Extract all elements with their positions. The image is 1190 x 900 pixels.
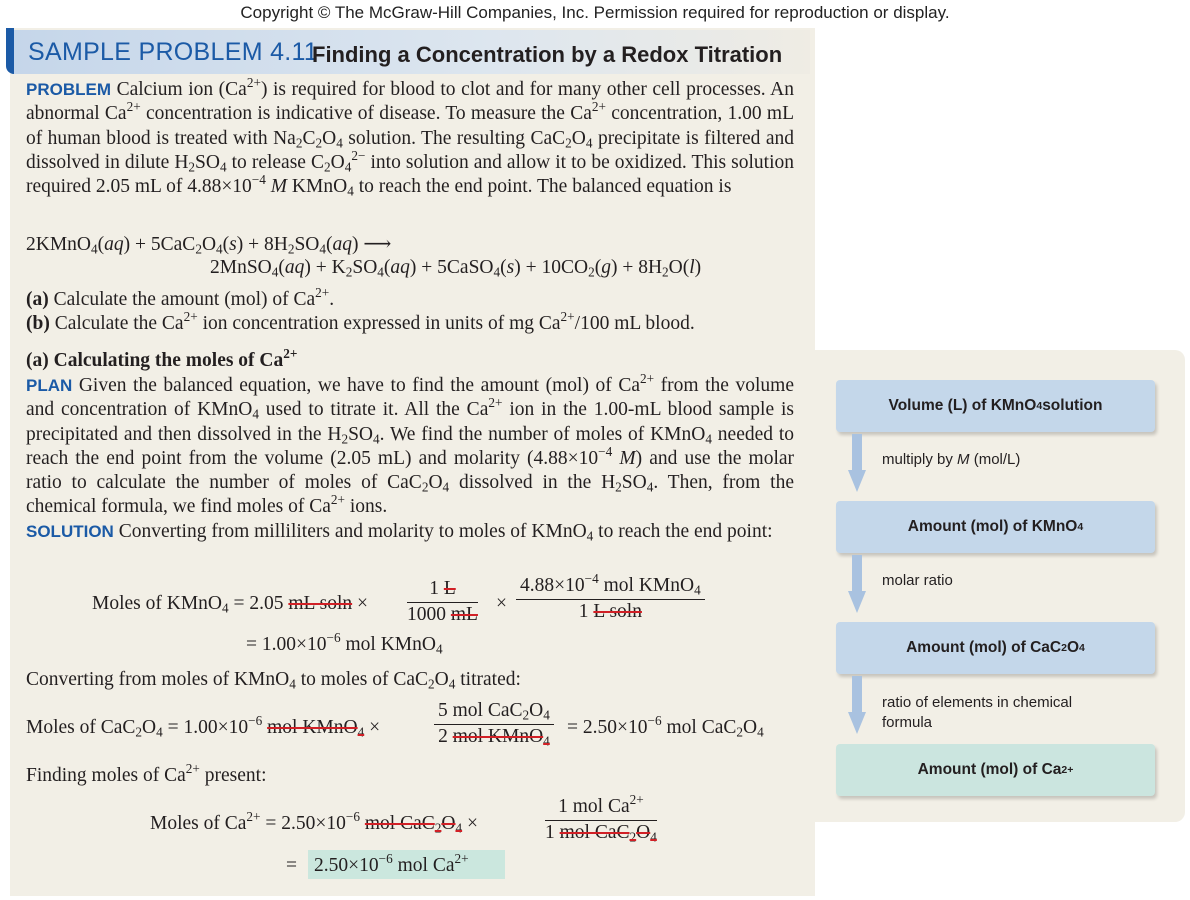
arrow-down-icon: [848, 676, 866, 734]
question-a: (a) Calculate the amount (mol) of $Ca^{2+}$.: [26, 285, 335, 310]
header-tab-accent: [6, 28, 14, 74]
flow-box-mol-ca: Amount (mol) of Ca 2+: [836, 744, 1155, 796]
question-b: (b) Calculate the $Ca^{2+}$ ion concentration expressed in units of mg $Ca^{2+}/100$ mL blood.: [26, 309, 695, 334]
solution-label: SOLUTION: [26, 521, 114, 541]
moles-cac2o4-eq: Moles of $CaC_2O_4 = 1.00\times 10^{-6}$ mol KMnO$_4$ ×: [26, 713, 381, 740]
moles-kmno4-eq: Moles of KMnO$_4$ = 2.05 mL soln ×: [92, 593, 368, 616]
flow-box-mol-kmno4: Amount (mol) of KMnO 4: [836, 501, 1155, 553]
flow-step-molar-ratio: molar ratio: [882, 572, 953, 589]
problem-paragraph: PROBLEM Calcium ion $(Ca^{2+})$ is required for blood to clot and for many other cell processes. An abnormal $Ca^{2+}$ concentration is indicative of disease. To measure the $Ca^{2+}$ concentration, 1.00 mL of human blood is treated with $Na_2C_2O_4$ solution. The resulting $CaC_2O_4$ precipitate is filtered and dissolved in dilute $H_2SO_4$ to release $C_2O_4^{2-}$ into solution and allow it to be oxidized. This solution required 2.05 mL of $4.88\times 10^{-4}$ M KMnO$_4$ to reach the end point. The balanced equation is: [26, 75, 795, 199]
arrow-down-icon: [848, 434, 866, 492]
moles-ca-eq: Moles of $Ca^{2+} = 2.50\times 10^{-6}$ mol $CaC_2O_4$ ×: [150, 809, 478, 836]
flow-box-volume: Volume (L) of KMnO 4 solution: [836, 380, 1155, 432]
fraction-molarity: $4.88\times 10^{-4}$ mol KMnO$_4$ 1 L soln: [516, 575, 705, 623]
sample-problem-number: SAMPLE PROBLEM 4.11: [28, 38, 319, 66]
sample-problem-title: Finding a Concentration by a Redox Titration: [312, 42, 783, 67]
equals-sign: =: [286, 855, 297, 876]
fraction-l-per-ml: $\frac{1 L}{1000 mL}$: [407, 578, 478, 625]
plan-paragraph: PLAN Given the balanced equation, we have to find the amount (mol) of $Ca^{2+}$ from the volume and concentration of KMnO$_4$ used to titrate it. All the $Ca^{2+}$ ion in the 1.00-mL blood sample is precipitated and then dissolved in the $H_2SO_4$. We find the number of moles of KMnO$_4$ needed to reach the end point from the volume (2.05 mL) and molarity ($4.88\times 10^{-4}$ M) and use the molar ratio to calculate the number of moles of $CaC_2O_4$ dissolved in the $H_2SO_4$. Then, from the chemical formula, we find moles of $Ca^{2+}$ ions. SOLUTION Converting from milliliters and molarity to moles of KMnO$_4$ to reach the end point:: [26, 371, 795, 544]
fraction-molar-ratio: 5 mol $CaC_2O_4$ 2 mol KMnO$_4$: [434, 700, 554, 748]
finding-ca-text: Finding moles of $Ca^{2+}$ present:: [26, 761, 267, 786]
flow-box-mol-cac2o4: Amount (mol) of CaC 2 O 4: [836, 622, 1155, 674]
convert-to-cac2o4-text: Converting from moles of KMnO$_4$ to moles of $CaC_2O_4$ titrated:: [26, 669, 521, 692]
moles-cac2o4-result: = $2.50\times 10^{-6}$ mol $CaC_2O_4$: [567, 713, 764, 740]
flow-step-multiply: multiply by M (mol/L): [882, 451, 1021, 468]
fraction-formula-ratio: 1 mol $Ca^{2+}$ 1 mol $CaC_2O_4$: [545, 792, 657, 845]
problem-label: PROBLEM: [26, 80, 111, 99]
part-a-heading: (a) Calculating the moles of $Ca^{2+}$: [26, 346, 298, 371]
equation-line-1: 2KMnO$_4$(aq) + $5CaC_2O_4(s) + 8H_2SO_4(aq)$ ⟶: [26, 234, 392, 257]
flow-step-formula-ratio: ratio of elements in chemical formula: [882, 694, 1073, 731]
plan-label: PLAN: [26, 376, 73, 395]
moles-kmno4-result: = $1.00\times 10^{-6}$ mol KMnO$_4$: [246, 630, 443, 657]
final-answer: $2.50\times 10^{-6}$ mol $Ca^{2+}$: [314, 851, 469, 876]
arrow-down-icon: [848, 555, 866, 613]
copyright-notice: Copyright © The McGraw-Hill Companies, Inc. Permission required for reproduction or display.: [240, 3, 950, 22]
times-sign: ×: [496, 593, 507, 614]
equation-line-2: 2MnSO$_4$(aq) + $K_2SO_4(aq)$ + 5CaSO$_4$(s) + $10CO_2(g) + 8H_2O(l)$: [210, 257, 702, 280]
